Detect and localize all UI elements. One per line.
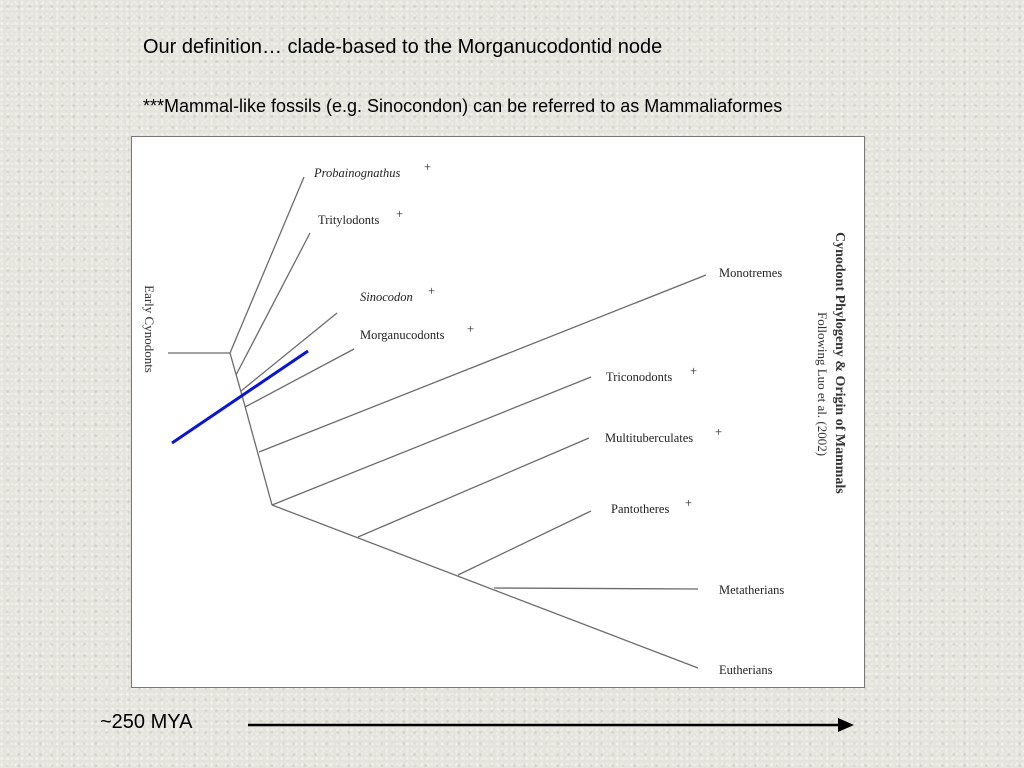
slide-note: ***Mammal-like fossils (e.g. Sinocondon) can be referred to as Mammaliaformes	[143, 96, 783, 116]
taxon-labels	[313, 160, 784, 677]
crown-backbone	[272, 505, 698, 668]
taxon-label-probainognathus: Probainognathus	[314, 166, 401, 180]
taxon-label-tritylodonts: Tritylodonts	[318, 213, 380, 227]
branch-pantotheres	[458, 511, 591, 575]
tree-branches	[168, 177, 706, 668]
backbone-lower	[243, 399, 272, 505]
taxon-label-eutherians: Eutherians	[719, 663, 773, 677]
root-label: Early Cynodonts	[142, 285, 157, 373]
taxon-label-pantotheres: Pantotheres	[611, 502, 670, 516]
phylogeny-figure	[131, 136, 865, 688]
taxon-label-metatherians: Metatherians	[719, 583, 785, 597]
backbone-upper	[230, 353, 243, 399]
node-marker-line	[172, 351, 308, 443]
branch-multituberculates	[358, 438, 589, 537]
branch-sinocodon	[241, 313, 337, 391]
taxon-label-triconodonts: Triconodonts	[606, 370, 673, 384]
taxon-label-morganucodonts: Morganucodonts	[360, 328, 445, 342]
figure-side-subtitle: Following Luo et al. (2002)	[815, 312, 830, 457]
extinct-marker: +	[467, 322, 475, 336]
timeline-arrow	[240, 712, 860, 738]
slide-title: Our definition… clade-based to the Morganucodontid node	[143, 36, 663, 58]
taxon-label-sinocodon: Sinocodon	[360, 290, 413, 304]
extinct-marker: +	[685, 496, 693, 510]
extinct-marker: +	[715, 425, 723, 439]
timeline-arrowhead	[838, 718, 854, 732]
extinct-marker: +	[428, 284, 436, 298]
taxon-label-multituberculates: Multituberculates	[605, 431, 694, 445]
branch-tritylodonts	[236, 233, 310, 375]
extinct-marker: +	[690, 364, 698, 378]
extinct-marker: +	[396, 207, 404, 221]
taxon-label-monotremes: Monotremes	[719, 266, 783, 280]
extinct-marker: +	[424, 160, 432, 174]
figure-side-title: Cynodont Phylogeny & Origin of Mammals	[832, 232, 847, 494]
branch-metatherians	[494, 588, 698, 589]
branch-triconodonts	[272, 377, 591, 505]
timeline-label: ~250 MYA	[100, 711, 193, 733]
cladogram	[132, 137, 864, 687]
